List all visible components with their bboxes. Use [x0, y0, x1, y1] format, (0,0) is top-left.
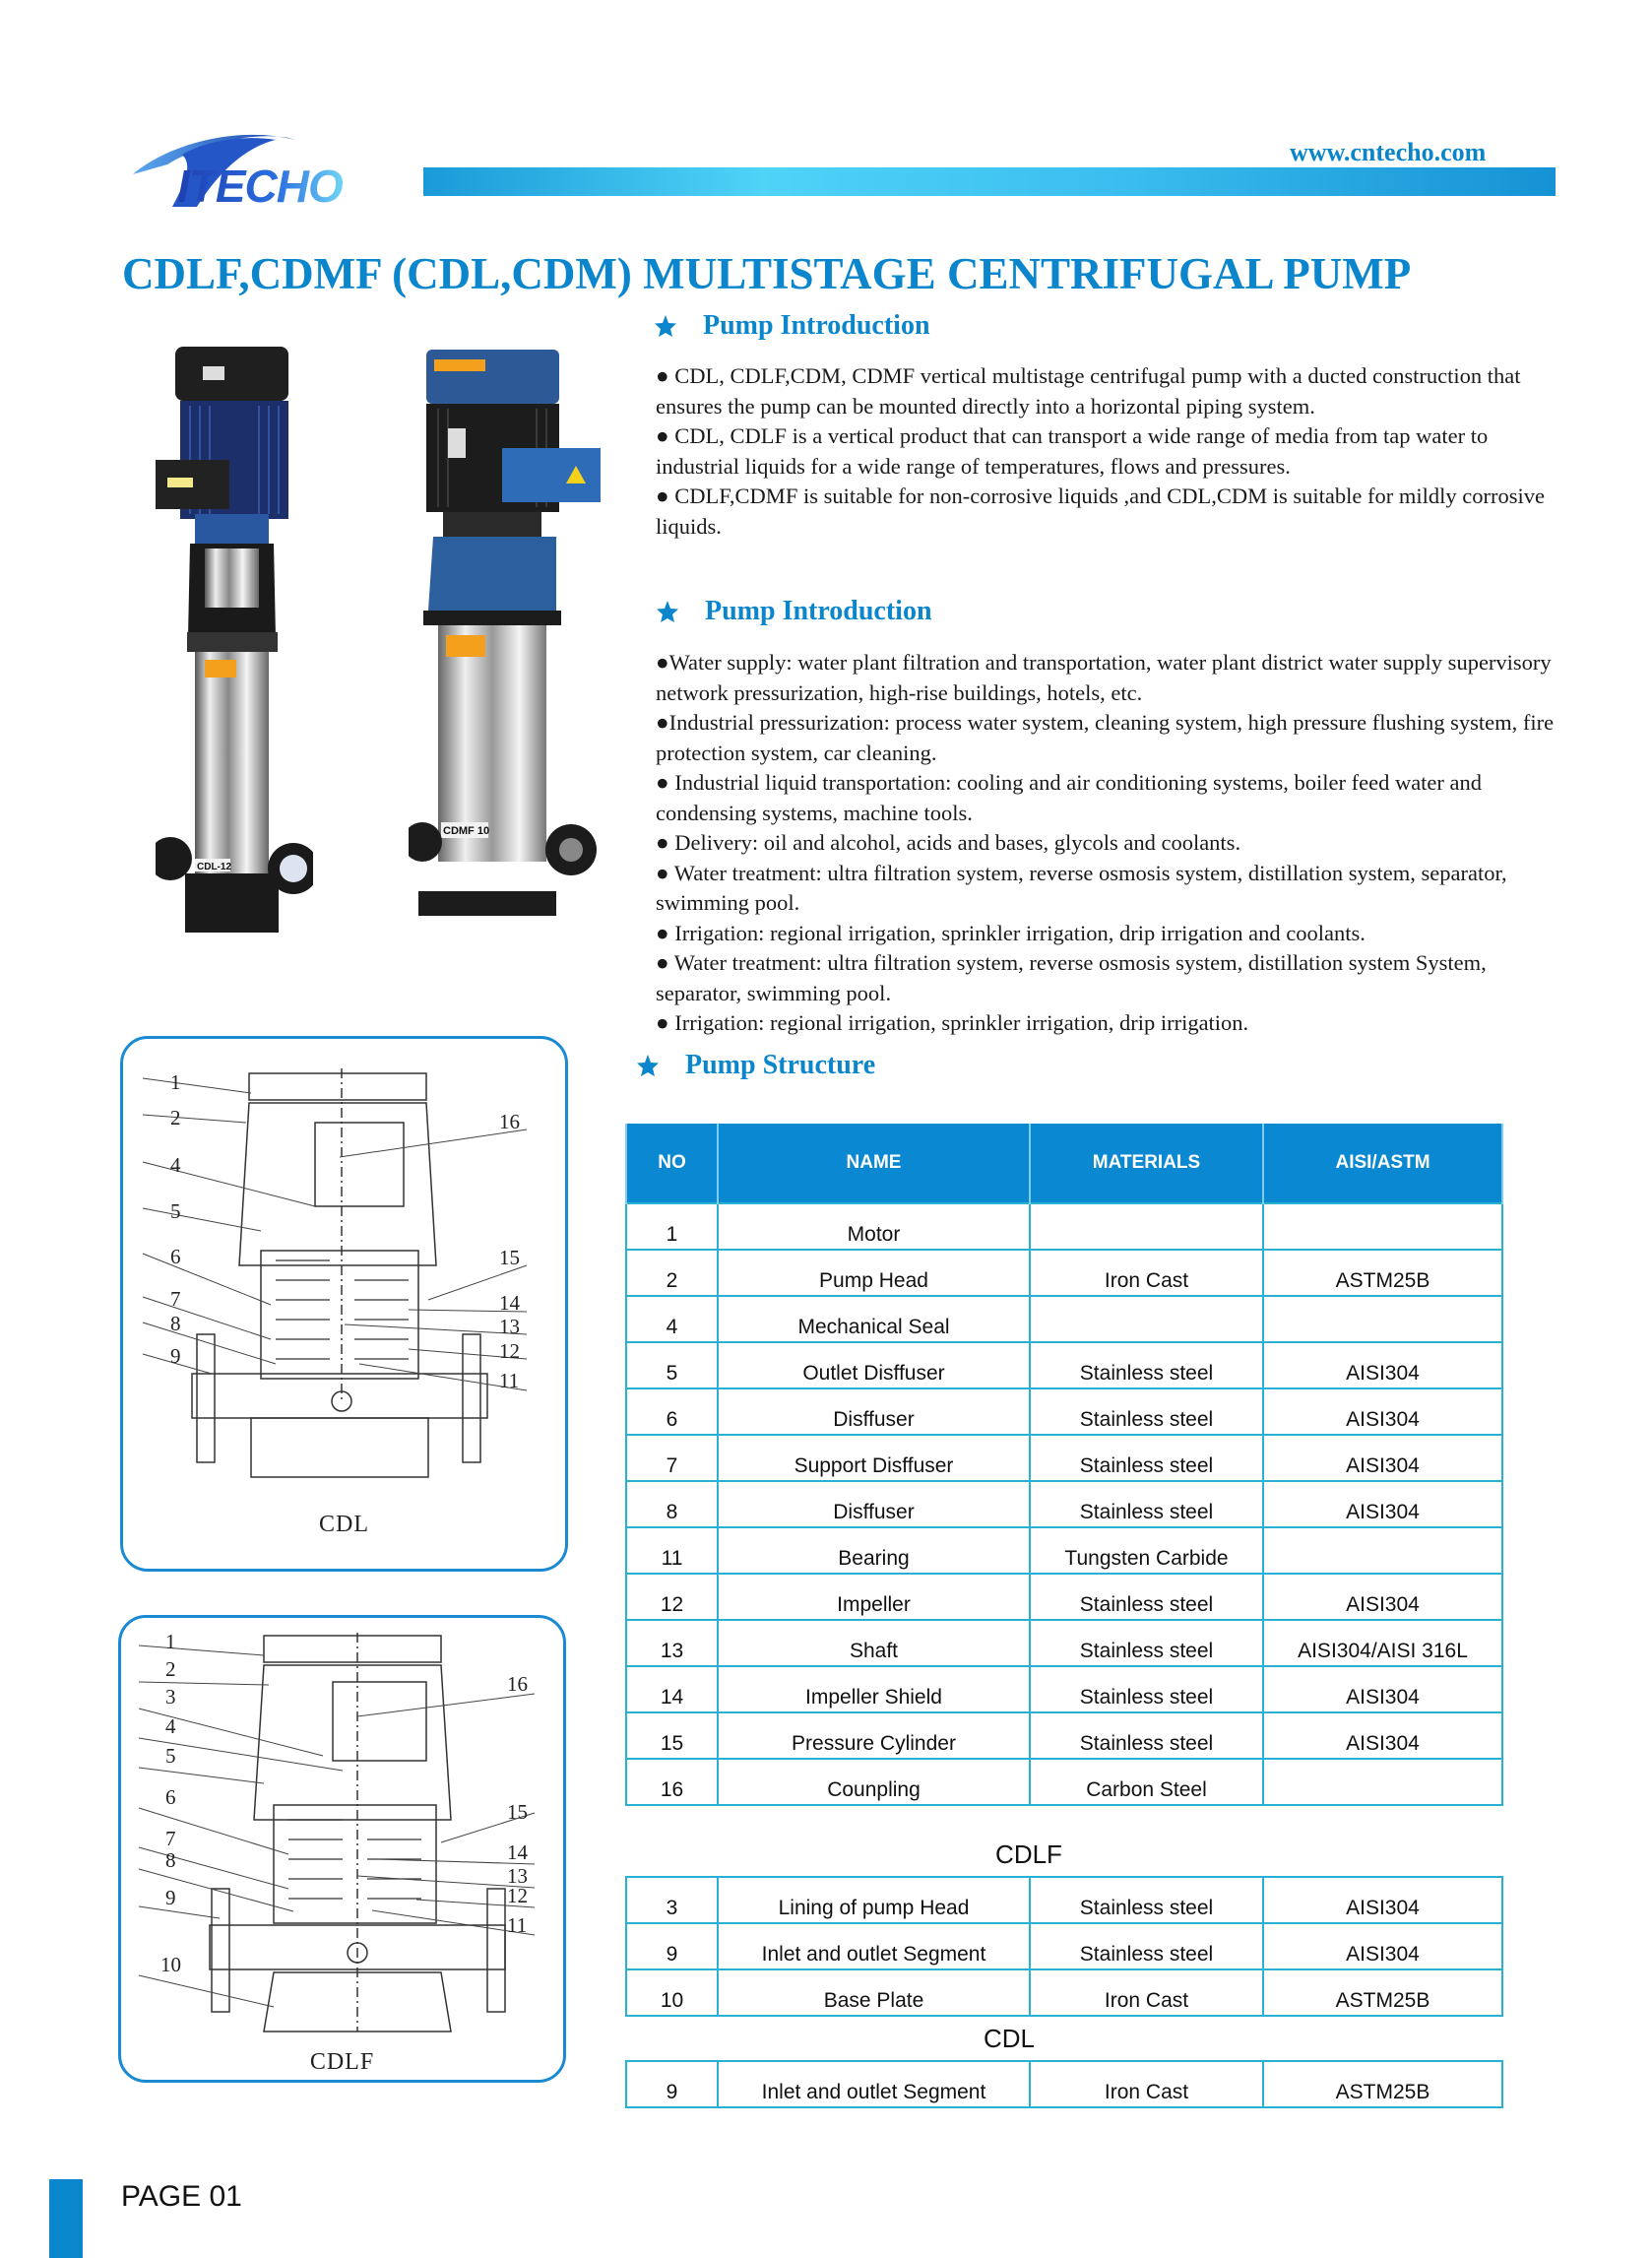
callout-label: 11 [507, 1913, 528, 1937]
table-row [626, 1296, 1502, 1342]
part-material-cell: Iron Cast [1030, 1250, 1263, 1296]
part-name-cell: Inlet and outlet Segment [718, 1923, 1030, 1969]
callout-label: 15 [499, 1246, 520, 1269]
part-name-cell: Disffuser [718, 1388, 1030, 1435]
part-name-cell: Outlet Disffuser [718, 1342, 1030, 1388]
part-name-cell: Impeller Shield [718, 1666, 1030, 1712]
callout-label: 7 [170, 1287, 181, 1311]
callout-label: 2 [165, 1657, 176, 1681]
part-name-cell: Bearing [718, 1527, 1030, 1574]
callout-label: 13 [499, 1315, 520, 1338]
diagram-caption: CDL [319, 1512, 369, 1537]
part-name-cell: Motor [718, 1203, 1030, 1250]
applications-paragraphs [656, 648, 1571, 1039]
callout-label: 4 [170, 1153, 181, 1177]
application-bullet: ● Irrigation: regional irrigation, sprinkler irrigation, drip irrigation. [656, 1010, 1249, 1035]
cdl-subtable-label: CDL [983, 2024, 1035, 2053]
part-standard-cell: AISI304 [1263, 1388, 1502, 1435]
part-name-cell: Pump Head [718, 1250, 1030, 1296]
cdlf-subtable-label: CDLF [995, 1839, 1062, 1869]
callout-label: 7 [165, 1827, 176, 1850]
part-no-cell: 15 [626, 1712, 718, 1759]
part-material-cell: Stainless steel [1030, 1620, 1263, 1666]
part-name-cell: Lining of pump Head [718, 1877, 1030, 1923]
diagram-caption: CDLF [309, 2049, 375, 2075]
table-row [626, 1759, 1502, 1805]
callout-label: 14 [499, 1291, 520, 1315]
part-material-cell: Stainless steel [1030, 1666, 1263, 1712]
part-name-cell: Counpling [718, 1759, 1030, 1805]
callout-label: 6 [165, 1785, 176, 1809]
part-standard-cell: ASTM25B [1263, 2061, 1502, 2107]
part-material-cell: Stainless steel [1030, 1481, 1263, 1527]
cdl-parts-table [625, 2060, 1503, 2108]
cdlf-parts-table [625, 1876, 1503, 2017]
part-no-cell: 16 [626, 1759, 718, 1805]
star-icon [654, 314, 677, 338]
table-row [626, 1574, 1502, 1620]
part-material-cell: Stainless steel [1030, 1435, 1263, 1481]
table-row [626, 1877, 1502, 1923]
part-no-cell: 7 [626, 1435, 718, 1481]
part-standard-cell: ASTM25B [1263, 1969, 1502, 2016]
callout-label: 5 [165, 1744, 176, 1768]
part-name-cell: Mechanical Seal [718, 1296, 1030, 1342]
part-name-cell: Disffuser [718, 1481, 1030, 1527]
part-standard-cell: AISI304 [1263, 1666, 1502, 1712]
part-material-cell: Iron Cast [1030, 1969, 1263, 2016]
intro-bullet: ● CDL, CDLF,CDM, CDMF vertical multistage centrifugal pump with a ducted construction that ensures the pump can be mounted directly into a horizontal piping system. [656, 363, 1521, 419]
part-no-cell: 8 [626, 1481, 718, 1527]
application-bullet: ● Water treatment: ultra filtration system, reverse osmosis system, distillation system, separator, swimming pool. [656, 860, 1507, 915]
part-name-cell: Impeller [718, 1574, 1030, 1620]
section-title: Pump Introduction [703, 310, 930, 341]
callout-label: 1 [165, 1630, 176, 1653]
column-header-name: NAME [718, 1124, 1030, 1203]
part-standard-cell: AISI304/AISI 316L [1263, 1620, 1502, 1666]
callout-label: 9 [170, 1344, 181, 1368]
callout-label: 11 [499, 1369, 520, 1392]
part-standard-cell: AISI304 [1263, 1574, 1502, 1620]
callout-label: 13 [507, 1864, 528, 1888]
table-row [626, 1527, 1502, 1574]
part-no-cell: 6 [626, 1388, 718, 1435]
part-standard-cell: AISI304 [1263, 1877, 1502, 1923]
part-material-cell: Stainless steel [1030, 1877, 1263, 1923]
table-row [626, 1620, 1502, 1666]
part-name-cell: Inlet and outlet Segment [718, 2061, 1030, 2107]
part-material-cell: Stainless steel [1030, 1574, 1263, 1620]
brand-name: ITECHO [177, 161, 343, 212]
part-no-cell: 4 [626, 1296, 718, 1342]
callout-label: 14 [507, 1840, 528, 1864]
cdlf-cross-section-drawing [121, 1618, 569, 2086]
part-standard-cell [1263, 1203, 1502, 1250]
table-row [626, 1666, 1502, 1712]
intro-bullet: ● CDLF,CDMF is suitable for non-corrosive liquids ,and CDL,CDM is suitable for mildly corrosive liquids. [656, 484, 1545, 539]
pump-model-label: CDL-12 [197, 862, 232, 872]
table-row [626, 1250, 1502, 1296]
application-bullet: ● Irrigation: regional irrigation, sprinkler irrigation, drip irrigation and coolants. [656, 920, 1366, 945]
callout-label: 1 [170, 1070, 181, 1094]
part-name-cell: Pressure Cylinder [718, 1712, 1030, 1759]
table-row [626, 1712, 1502, 1759]
pump-photo-cdmf [409, 350, 605, 950]
callout-label: 12 [507, 1884, 528, 1907]
column-header-aisi: AISI/ASTM [1263, 1124, 1502, 1203]
part-no-cell: 5 [626, 1342, 718, 1388]
part-no-cell: 9 [626, 2061, 718, 2107]
application-bullet: ● Delivery: oil and alcohol, acids and bases, glycols and coolants. [656, 830, 1241, 855]
part-name-cell: Shaft [718, 1620, 1030, 1666]
part-standard-cell: AISI304 [1263, 1712, 1502, 1759]
callout-label: 6 [170, 1245, 181, 1268]
application-bullet: ● Industrial liquid transportation: cooling and air conditioning systems, boiler feed water and condensing systems, machine tools. [656, 770, 1483, 825]
column-header-materials: MATERIALS [1030, 1124, 1263, 1203]
part-no-cell: 11 [626, 1527, 718, 1574]
part-standard-cell: AISI304 [1263, 1342, 1502, 1388]
star-icon [656, 600, 679, 623]
application-bullet: ●Industrial pressurization: process water system, cleaning system, high pressure flushing system, fire protection system, car cleaning. [656, 710, 1555, 765]
table-row [626, 1923, 1502, 1969]
part-standard-cell [1263, 1296, 1502, 1342]
section-heading-applications [656, 596, 932, 627]
intro-bullet: ● CDL, CDLF is a vertical product that can transport a wide range of media from tap water to industrial liquids for a wide range of temperatures, flows and pressures. [656, 423, 1489, 479]
parts-table [625, 1124, 1503, 1806]
callout-label: 5 [170, 1199, 181, 1223]
pump-photo-cdl [156, 347, 313, 957]
part-name-cell: Support Disffuser [718, 1435, 1030, 1481]
table-row [626, 1435, 1502, 1481]
page-number: PAGE 01 [121, 2180, 242, 2213]
part-name-cell: Base Plate [718, 1969, 1030, 2016]
page-title: CDLF,CDMF (CDL,CDM) MULTISTAGE CENTRIFUGAL PUMP [122, 249, 1412, 298]
table-row [626, 1969, 1502, 2016]
callout-label: 16 [499, 1110, 520, 1133]
itecho-logo [128, 120, 418, 212]
callout-label: 2 [170, 1106, 181, 1129]
page-marker-bar [49, 2179, 83, 2258]
website-link[interactable]: www.cntecho.com [1290, 138, 1487, 166]
part-no-cell: 12 [626, 1574, 718, 1620]
part-no-cell: 13 [626, 1620, 718, 1666]
callout-label: 3 [165, 1685, 176, 1709]
star-icon [636, 1054, 660, 1077]
part-material-cell: Stainless steel [1030, 1712, 1263, 1759]
part-material-cell: Iron Cast [1030, 2061, 1263, 2107]
part-material-cell: Stainless steel [1030, 1342, 1263, 1388]
application-bullet: ● Water treatment: ultra filtration system, reverse osmosis system, distillation system System, separator, swimming pool. [656, 950, 1487, 1005]
part-material-cell: Carbon Steel [1030, 1759, 1263, 1805]
part-standard-cell: AISI304 [1263, 1481, 1502, 1527]
diagram-cdlf [118, 1615, 566, 2083]
part-no-cell: 3 [626, 1877, 718, 1923]
table-row [626, 1388, 1502, 1435]
part-material-cell [1030, 1296, 1263, 1342]
header-bar [423, 167, 1556, 196]
callout-label: 4 [165, 1714, 176, 1738]
part-material-cell: Tungsten Carbide [1030, 1527, 1263, 1574]
part-standard-cell [1263, 1527, 1502, 1574]
callout-label: 12 [499, 1339, 520, 1363]
part-material-cell: Stainless steel [1030, 1923, 1263, 1969]
diagram-cdl [120, 1036, 568, 1572]
callout-label: 9 [165, 1886, 176, 1909]
table-row [626, 1203, 1502, 1250]
table-row [626, 1342, 1502, 1388]
section-heading-structure [636, 1050, 875, 1081]
part-material-cell: Stainless steel [1030, 1388, 1263, 1435]
callout-label: 8 [165, 1848, 176, 1872]
table-row [626, 1481, 1502, 1527]
callout-label: 15 [507, 1800, 528, 1824]
part-no-cell: 14 [626, 1666, 718, 1712]
part-no-cell: 9 [626, 1923, 718, 1969]
part-no-cell: 10 [626, 1969, 718, 2016]
intro-paragraphs [656, 361, 1571, 542]
section-title: Pump Structure [685, 1050, 876, 1080]
pump-model-label: CDMF 10 [443, 825, 490, 837]
part-no-cell: 1 [626, 1203, 718, 1250]
callout-label: 10 [160, 1953, 181, 1976]
table-header-row [626, 1124, 1502, 1203]
column-header-no: NO [626, 1124, 718, 1203]
section-heading-intro [654, 310, 930, 342]
part-material-cell [1030, 1203, 1263, 1250]
callout-label: 8 [170, 1312, 181, 1335]
part-standard-cell: ASTM25B [1263, 1250, 1502, 1296]
table-row [626, 2061, 1502, 2107]
callout-label: 16 [507, 1672, 528, 1696]
section-title: Pump Introduction [705, 596, 932, 626]
part-standard-cell: AISI304 [1263, 1435, 1502, 1481]
part-standard-cell [1263, 1759, 1502, 1805]
part-no-cell: 2 [626, 1250, 718, 1296]
part-standard-cell: AISI304 [1263, 1923, 1502, 1969]
application-bullet: ●Water supply: water plant filtration and transportation, water plant district water supply supervisory network pressurization, high-rise buildings, hotels, etc. [656, 650, 1552, 705]
